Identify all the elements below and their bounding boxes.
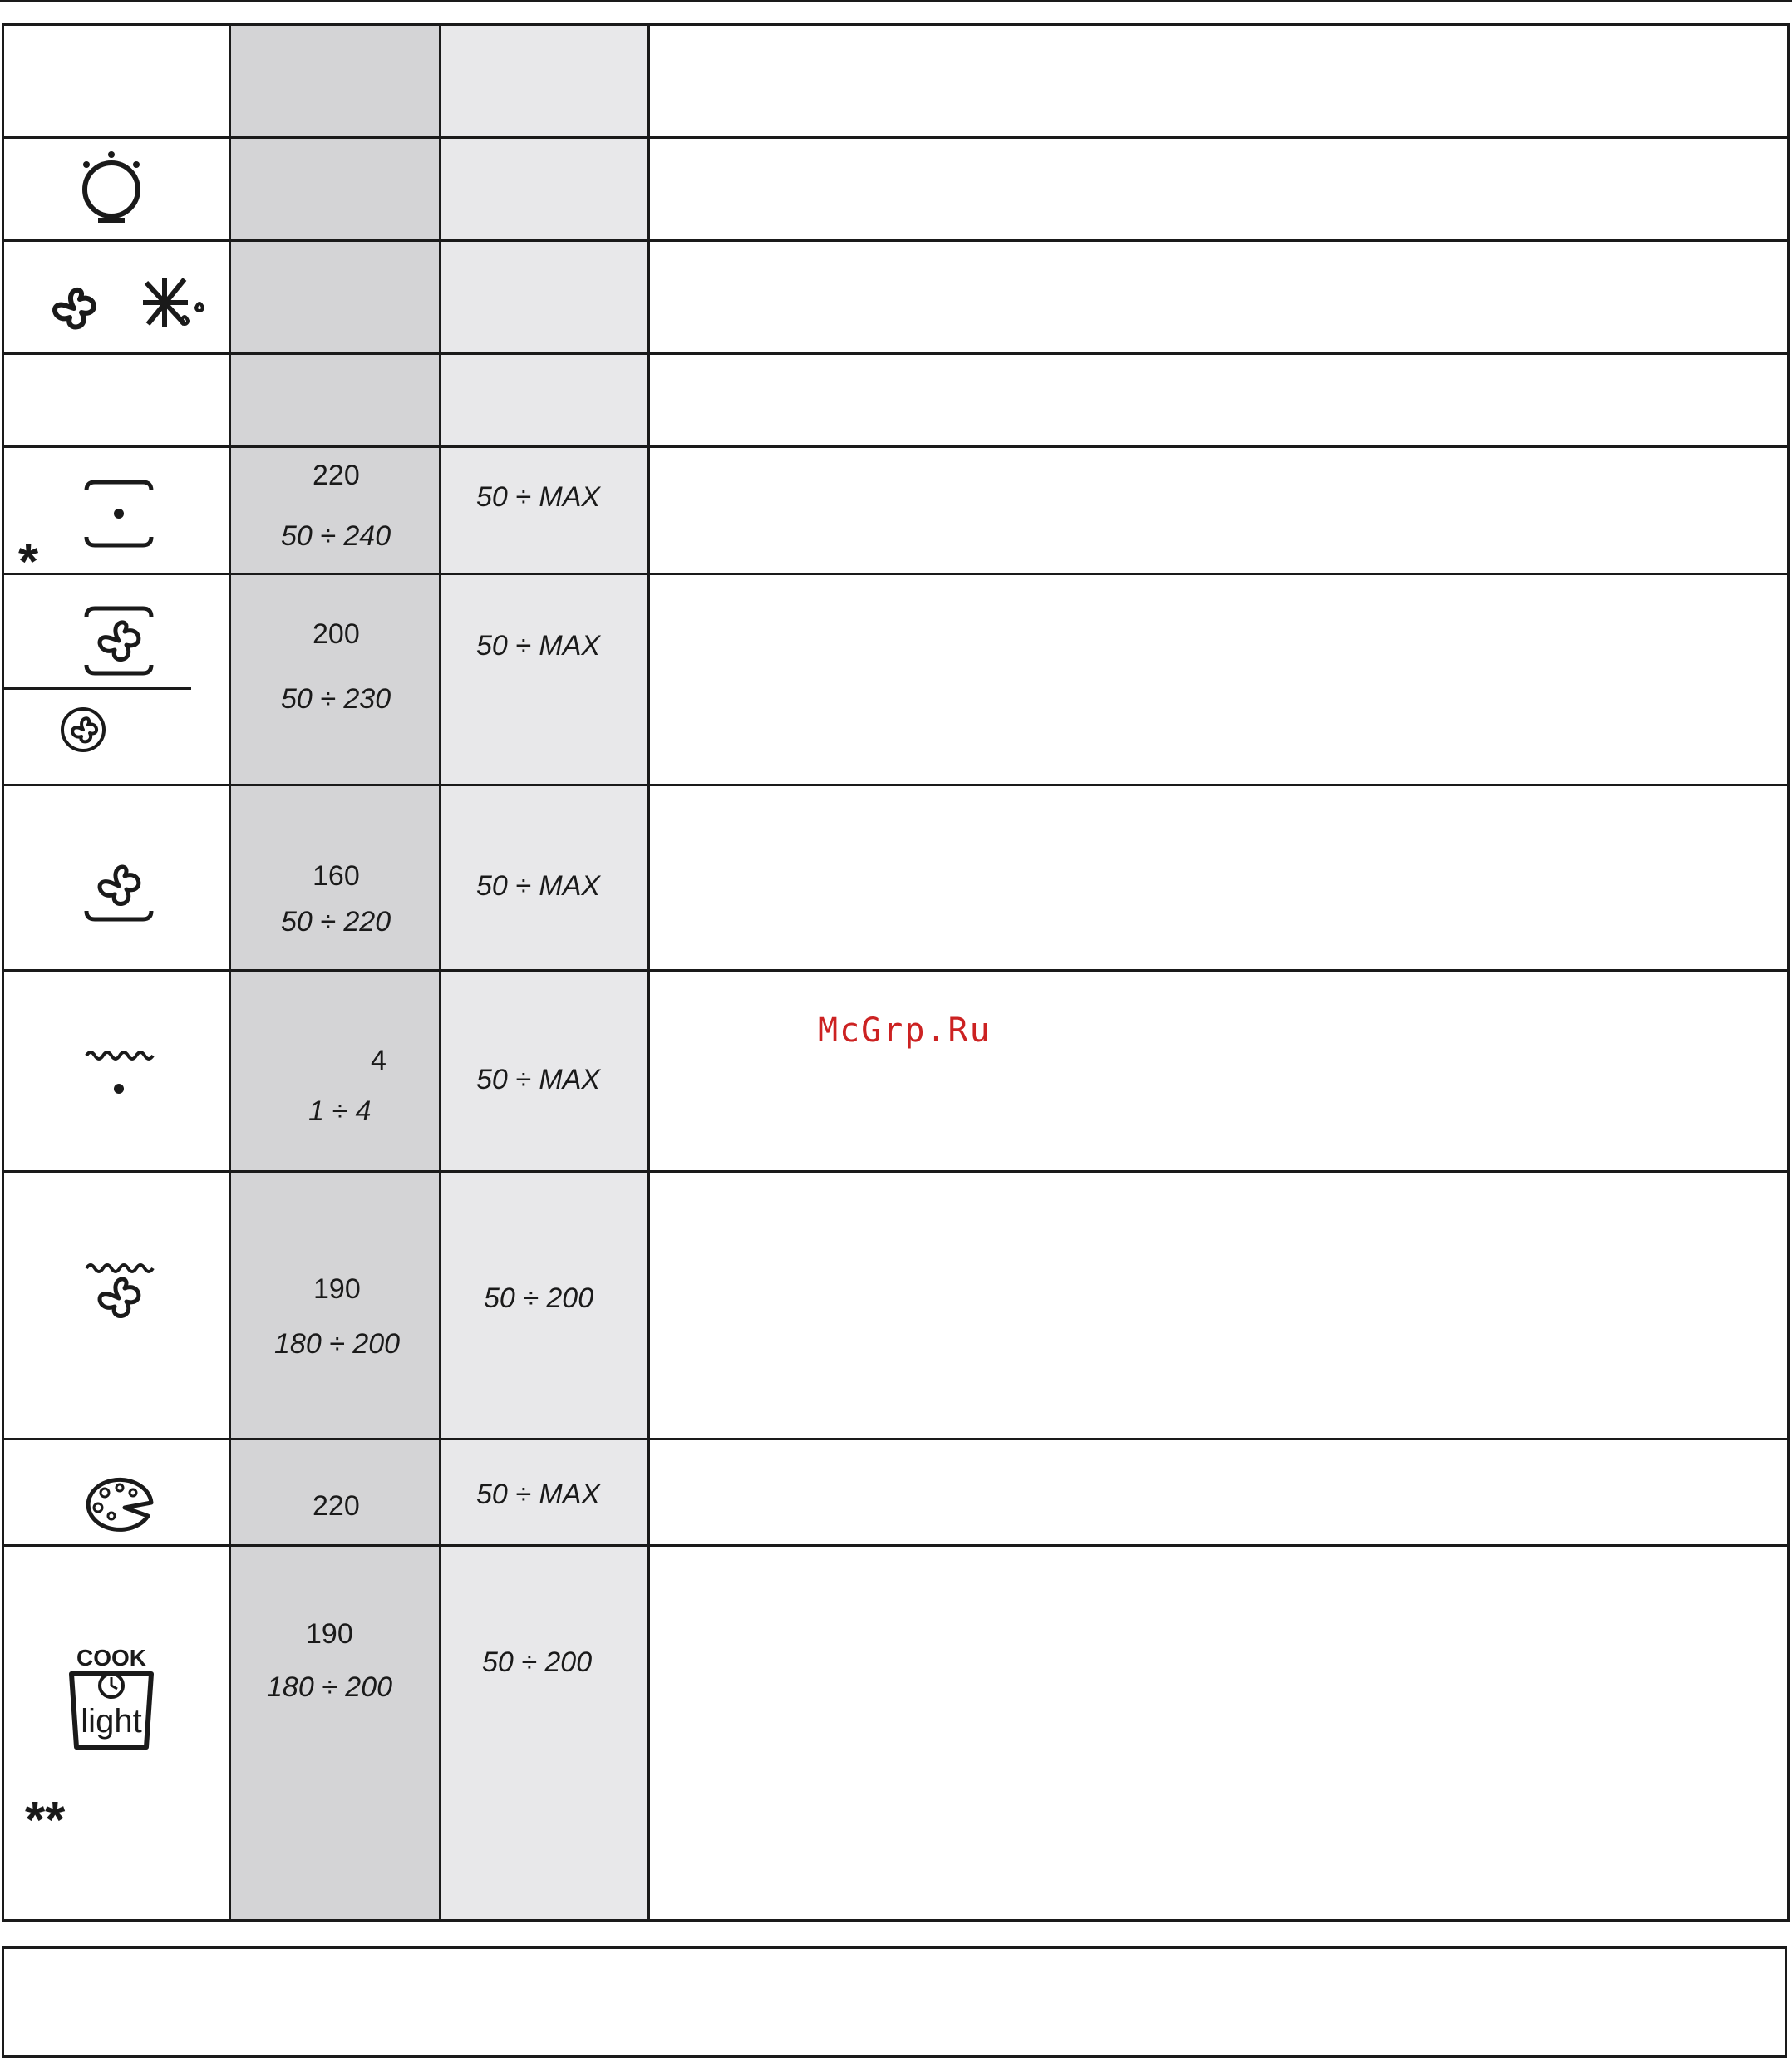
row-divider: [3, 1919, 1789, 1922]
pizza-icon: [81, 1474, 156, 1533]
default-value: 190: [313, 1273, 361, 1305]
range-value: 180 ÷ 200: [267, 1671, 393, 1703]
range-value: 50 ÷ 220: [281, 906, 391, 937]
power-value: 50 ÷ MAX: [476, 870, 601, 902]
column-divider: [2, 23, 4, 1922]
row-divider: [3, 1544, 1789, 1547]
fan-circle-icon: [58, 705, 108, 755]
defrost-icon: [136, 273, 208, 344]
row-divider: [3, 445, 1789, 448]
cook-light-icon: [63, 1642, 160, 1754]
power-value: 50 ÷ 200: [482, 1646, 593, 1678]
fan-bottom-heat-icon: [83, 858, 155, 924]
row-divider: [3, 1438, 1789, 1440]
grill-fan-icon: [83, 1258, 155, 1325]
default-value: 220: [313, 1490, 360, 1522]
range-column: [441, 23, 650, 1922]
power-value: 50 ÷ MAX: [476, 1479, 601, 1510]
row-divider: [3, 969, 1789, 972]
default-value: 200: [313, 618, 360, 650]
column-divider: [229, 23, 231, 1922]
lamp-icon: [75, 148, 150, 228]
range-value: 50 ÷ 240: [281, 520, 391, 552]
sub-divider: [3, 687, 191, 690]
default-value: 4: [371, 1045, 386, 1076]
watermark: McGrp.Ru: [818, 1011, 992, 1050]
column-divider: [1787, 23, 1790, 1922]
default-value: 220: [313, 460, 360, 491]
row-divider: [3, 23, 1789, 26]
power-value: 50 ÷ MAX: [476, 630, 601, 662]
row-divider: [3, 784, 1789, 786]
fan-icon: [45, 281, 103, 336]
column-divider: [647, 23, 650, 1922]
power-value: 50 ÷ 200: [484, 1282, 594, 1314]
light-label: light: [81, 1703, 142, 1740]
grill-icon: [83, 1046, 155, 1095]
row-divider: [3, 573, 1789, 575]
footer-note-box: [2, 1946, 1787, 2058]
footnote-marker: **: [25, 1792, 66, 1849]
row-divider: [3, 1170, 1789, 1173]
default-value: 160: [313, 860, 360, 892]
row-divider: [3, 352, 1789, 355]
row-divider: [3, 136, 1789, 139]
cook-label: COOK: [76, 1645, 146, 1671]
column-divider: [439, 23, 441, 1922]
top-bottom-heat-icon: [83, 479, 155, 549]
row-divider: [3, 239, 1789, 242]
top-rule: [0, 0, 1792, 2]
footnote-marker: *: [18, 534, 39, 591]
default-value: 190: [306, 1618, 353, 1650]
power-value: 50 ÷ MAX: [476, 481, 601, 513]
power-value: 50 ÷ MAX: [476, 1064, 601, 1095]
range-value: 1 ÷ 4: [308, 1095, 372, 1127]
range-value: 180 ÷ 200: [274, 1328, 401, 1360]
range-value: 50 ÷ 230: [281, 683, 391, 715]
fan-ring-heat-icon: [83, 605, 155, 677]
